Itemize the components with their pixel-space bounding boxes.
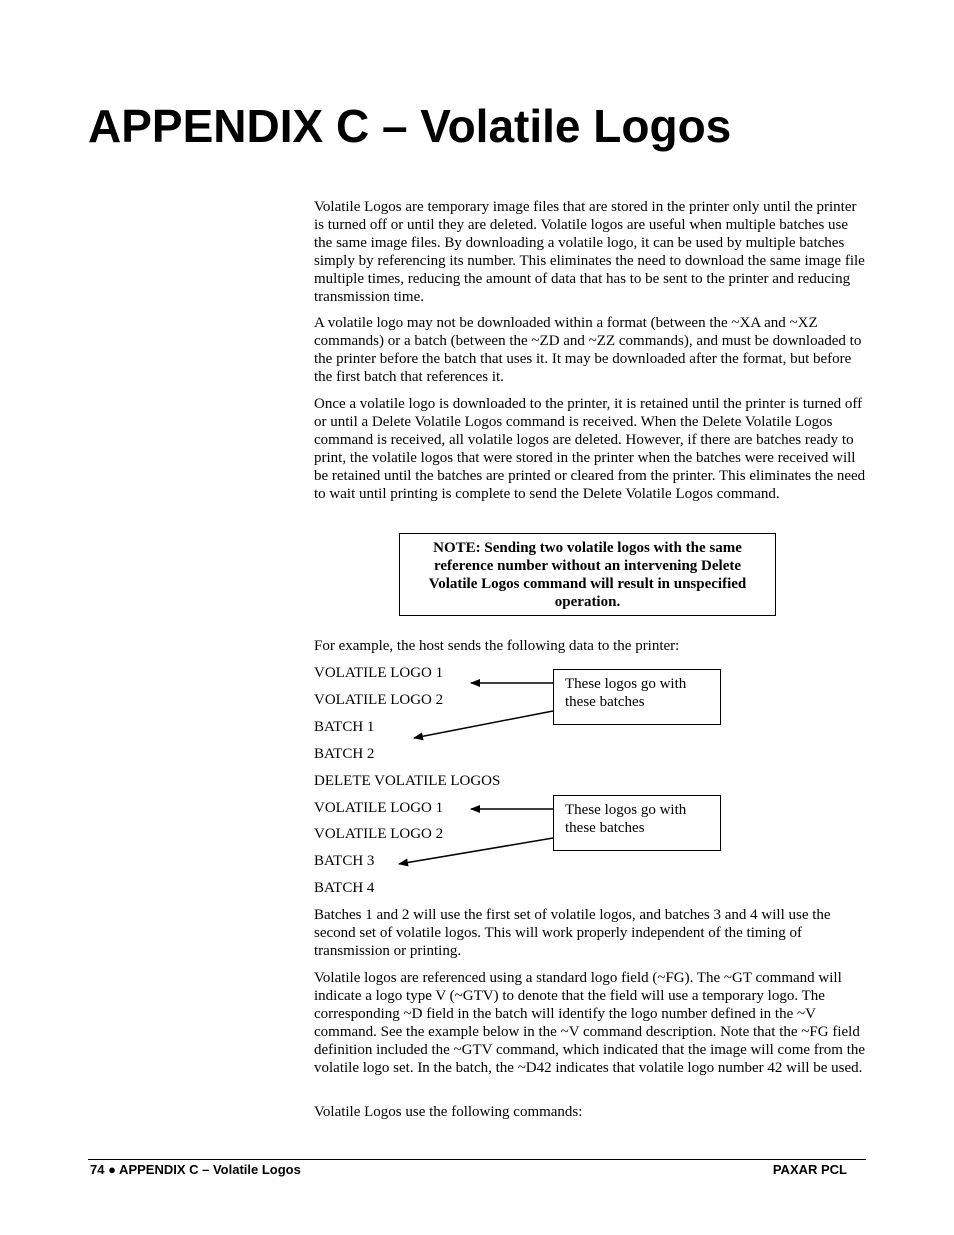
sequence-item: VOLATILE LOGO 2	[314, 826, 444, 842]
paragraph-commands-intro: Volatile Logos use the following commands:	[314, 1104, 583, 1120]
referencing-block	[314, 969, 869, 1077]
callout-text: These logos go with these batches	[565, 676, 687, 710]
paragraph-definition: Volatile Logos are temporary image files that are stored in the printer only until the printer is turned off or until they are deleted. Volatile logos are useful when multiple batches use the same image files. By downloading a volatile logo, it can be used by multiple batches simply by referencing its number. This eliminates the need to download the same image file multiple times, reducing the amount of data that has to be sent to the printer and reducing transmission time.	[314, 199, 865, 305]
footer-page-label: 74 ● APPENDIX C – Volatile Logos	[90, 1162, 301, 1177]
sequence-item: VOLATILE LOGO 1	[314, 665, 444, 681]
paragraph-referencing: Volatile logos are referenced using a standard logo field (~FG). The ~GT command will indicate a logo type V (~GTV) to denote that the field will use a temporary logo. The corresponding ~D field in the batch will identify the logo number defined in the ~V command. See the example below in the ~V command description. Note that the ~FG field definition included the ~GTV command, which indicated that the image will come from the volatile logo set. In the batch, the ~D42 indicates that volatile logo number 42 will be used.	[314, 970, 866, 1076]
page-title: APPENDIX C – Volatile Logos	[88, 100, 732, 152]
batches-explanation-block	[314, 906, 869, 960]
sequence-item: DELETE VOLATILE LOGOS	[314, 773, 501, 789]
sequence-item: VOLATILE LOGO 1	[314, 800, 444, 816]
sequence-item: BATCH 2	[314, 746, 375, 762]
callout-text: These logos go with these batches	[565, 802, 687, 836]
commands-intro-block	[314, 1103, 869, 1121]
arrow-to-batch-3	[399, 838, 553, 864]
footer-product-name: PAXAR PCL	[772, 1162, 847, 1177]
sequence-item: BATCH 4	[314, 880, 375, 896]
sequence-item: BATCH 1	[314, 719, 375, 735]
arrow-to-batch-1	[414, 711, 553, 738]
example-intro: For example, the host sends the following data to the printer:	[314, 638, 680, 654]
sequence-item: BATCH 3	[314, 853, 375, 869]
footer-divider	[88, 1159, 866, 1160]
paragraph-retention: Once a volatile logo is downloaded to the printer, it is retained until the printer is turned off or until a Delete Volatile Logos command is received. When the Delete Volatile Logos command is received, all volatile logos are deleted. However, if there are batches ready to print, the volatile logos that were stored in the printer when the batches were received will be retained until the batches are printed or cleared from the printer. This eliminates the need to wait until printing is complete to send the Delete Volatile Logos command.	[314, 396, 866, 502]
paragraph-download-rules: A volatile logo may not be downloaded within a format (between the ~XA and ~XZ commands) or a batch (between the ~ZD and ~ZZ commands), and must be downloaded to the printer before the batch that uses it. It may be downloaded after the format, but before the first batch that references it.	[314, 315, 862, 385]
paragraph-batches-explanation: Batches 1 and 2 will use the first set of volatile logos, and batches 3 and 4 will use the second set of volatile logos. This will work properly independent of the timing of transmission or printing.	[314, 907, 831, 959]
note-text: NOTE: Sending two volatile logos with the same reference number without an intervening Delete Volatile Logos command will result in unspecified operation.	[428, 539, 747, 610]
sequence-item: VOLATILE LOGO 2	[314, 692, 444, 708]
